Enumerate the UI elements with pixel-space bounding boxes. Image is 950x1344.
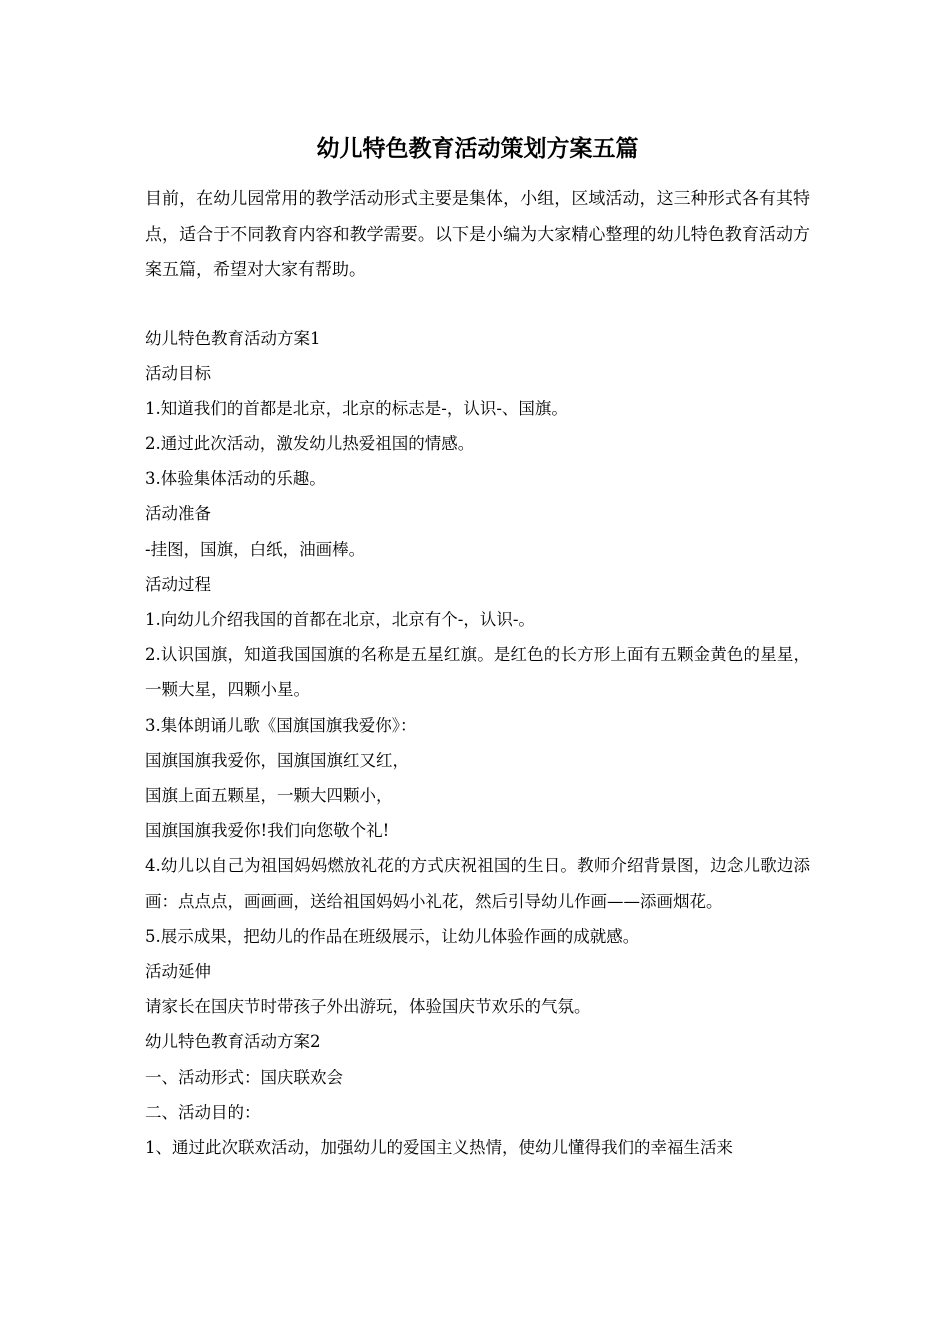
body-line: 2.通过此次活动，激发幼儿热爱祖国的情感。 [145,434,475,454]
body-line: 1、通过此次联欢活动，加强幼儿的爱国主义热情，使幼儿懂得我们的幸福生活来 [145,1137,733,1157]
intro-paragraph: 目前，在幼儿园常用的教学活动形式主要是集体，小组，区域活动，这三种形式各有其特点，适合于不同教育内容和教学需要。以下是小编为大家精心整理的幼儿特色教育活动方案五篇，希望对大家有帮助。 [145,189,810,280]
document-page [145,0,810,1165]
subheading: 活动过程 [145,574,211,594]
body-line: 1.向幼儿介绍我国的首都在北京，北京有个-，认识-。 [145,610,535,629]
subheading: 活动准备 [145,504,211,524]
body-line: 二、活动目的： [145,1102,261,1122]
document-body [145,321,810,1166]
body-paragraph: 2.认识国旗，知道我国国旗的名称是五星红旗。是红色的长方形上面有五颗金黄色的星星，一颗大星，四颗小星。 [145,645,810,700]
body-line: 请家长在国庆节时带孩子外出游玩，体验国庆节欢乐的气氛。 [145,997,591,1017]
body-line: 1.知道我们的首都是北京，北京的标志是-，认识-、国旗。 [145,398,568,418]
section-heading: 幼儿特色教育活动方案2 [145,1032,321,1052]
body-line: 一、活动形式：国庆联欢会 [145,1067,343,1087]
subheading: 活动目标 [145,363,211,383]
body-line: 5.展示成果，把幼儿的作品在班级展示，让幼儿体验作画的成就感。 [145,926,640,946]
body-line: 3.体验集体活动的乐趣。 [145,469,326,489]
poem-line: 国旗国旗我爱你，国旗国旗红又红， [145,750,409,770]
body-line: -挂图，国旗，白纸，油画棒。 [145,539,366,559]
document-title: 幼儿特色教育活动策划方案五篇 [316,135,639,162]
poem-line: 国旗国旗我爱你!我们向您敬个礼! [145,821,390,841]
body-line: 3.集体朗诵儿歌《国旗国旗我爱你》： [145,715,417,735]
poem-line: 国旗上面五颗星，一颗大四颗小， [145,785,393,805]
section-heading: 幼儿特色教育活动方案1 [145,328,321,348]
subheading: 活动延伸 [145,961,211,981]
body-paragraph: 4.幼儿以自己为祖国妈妈燃放礼花的方式庆祝祖国的生日。教师介绍背景图，边念儿歌边添画：点点点，画画画，送给祖国妈妈小礼花，然后引导幼儿作画——添画烟花。 [145,856,810,911]
